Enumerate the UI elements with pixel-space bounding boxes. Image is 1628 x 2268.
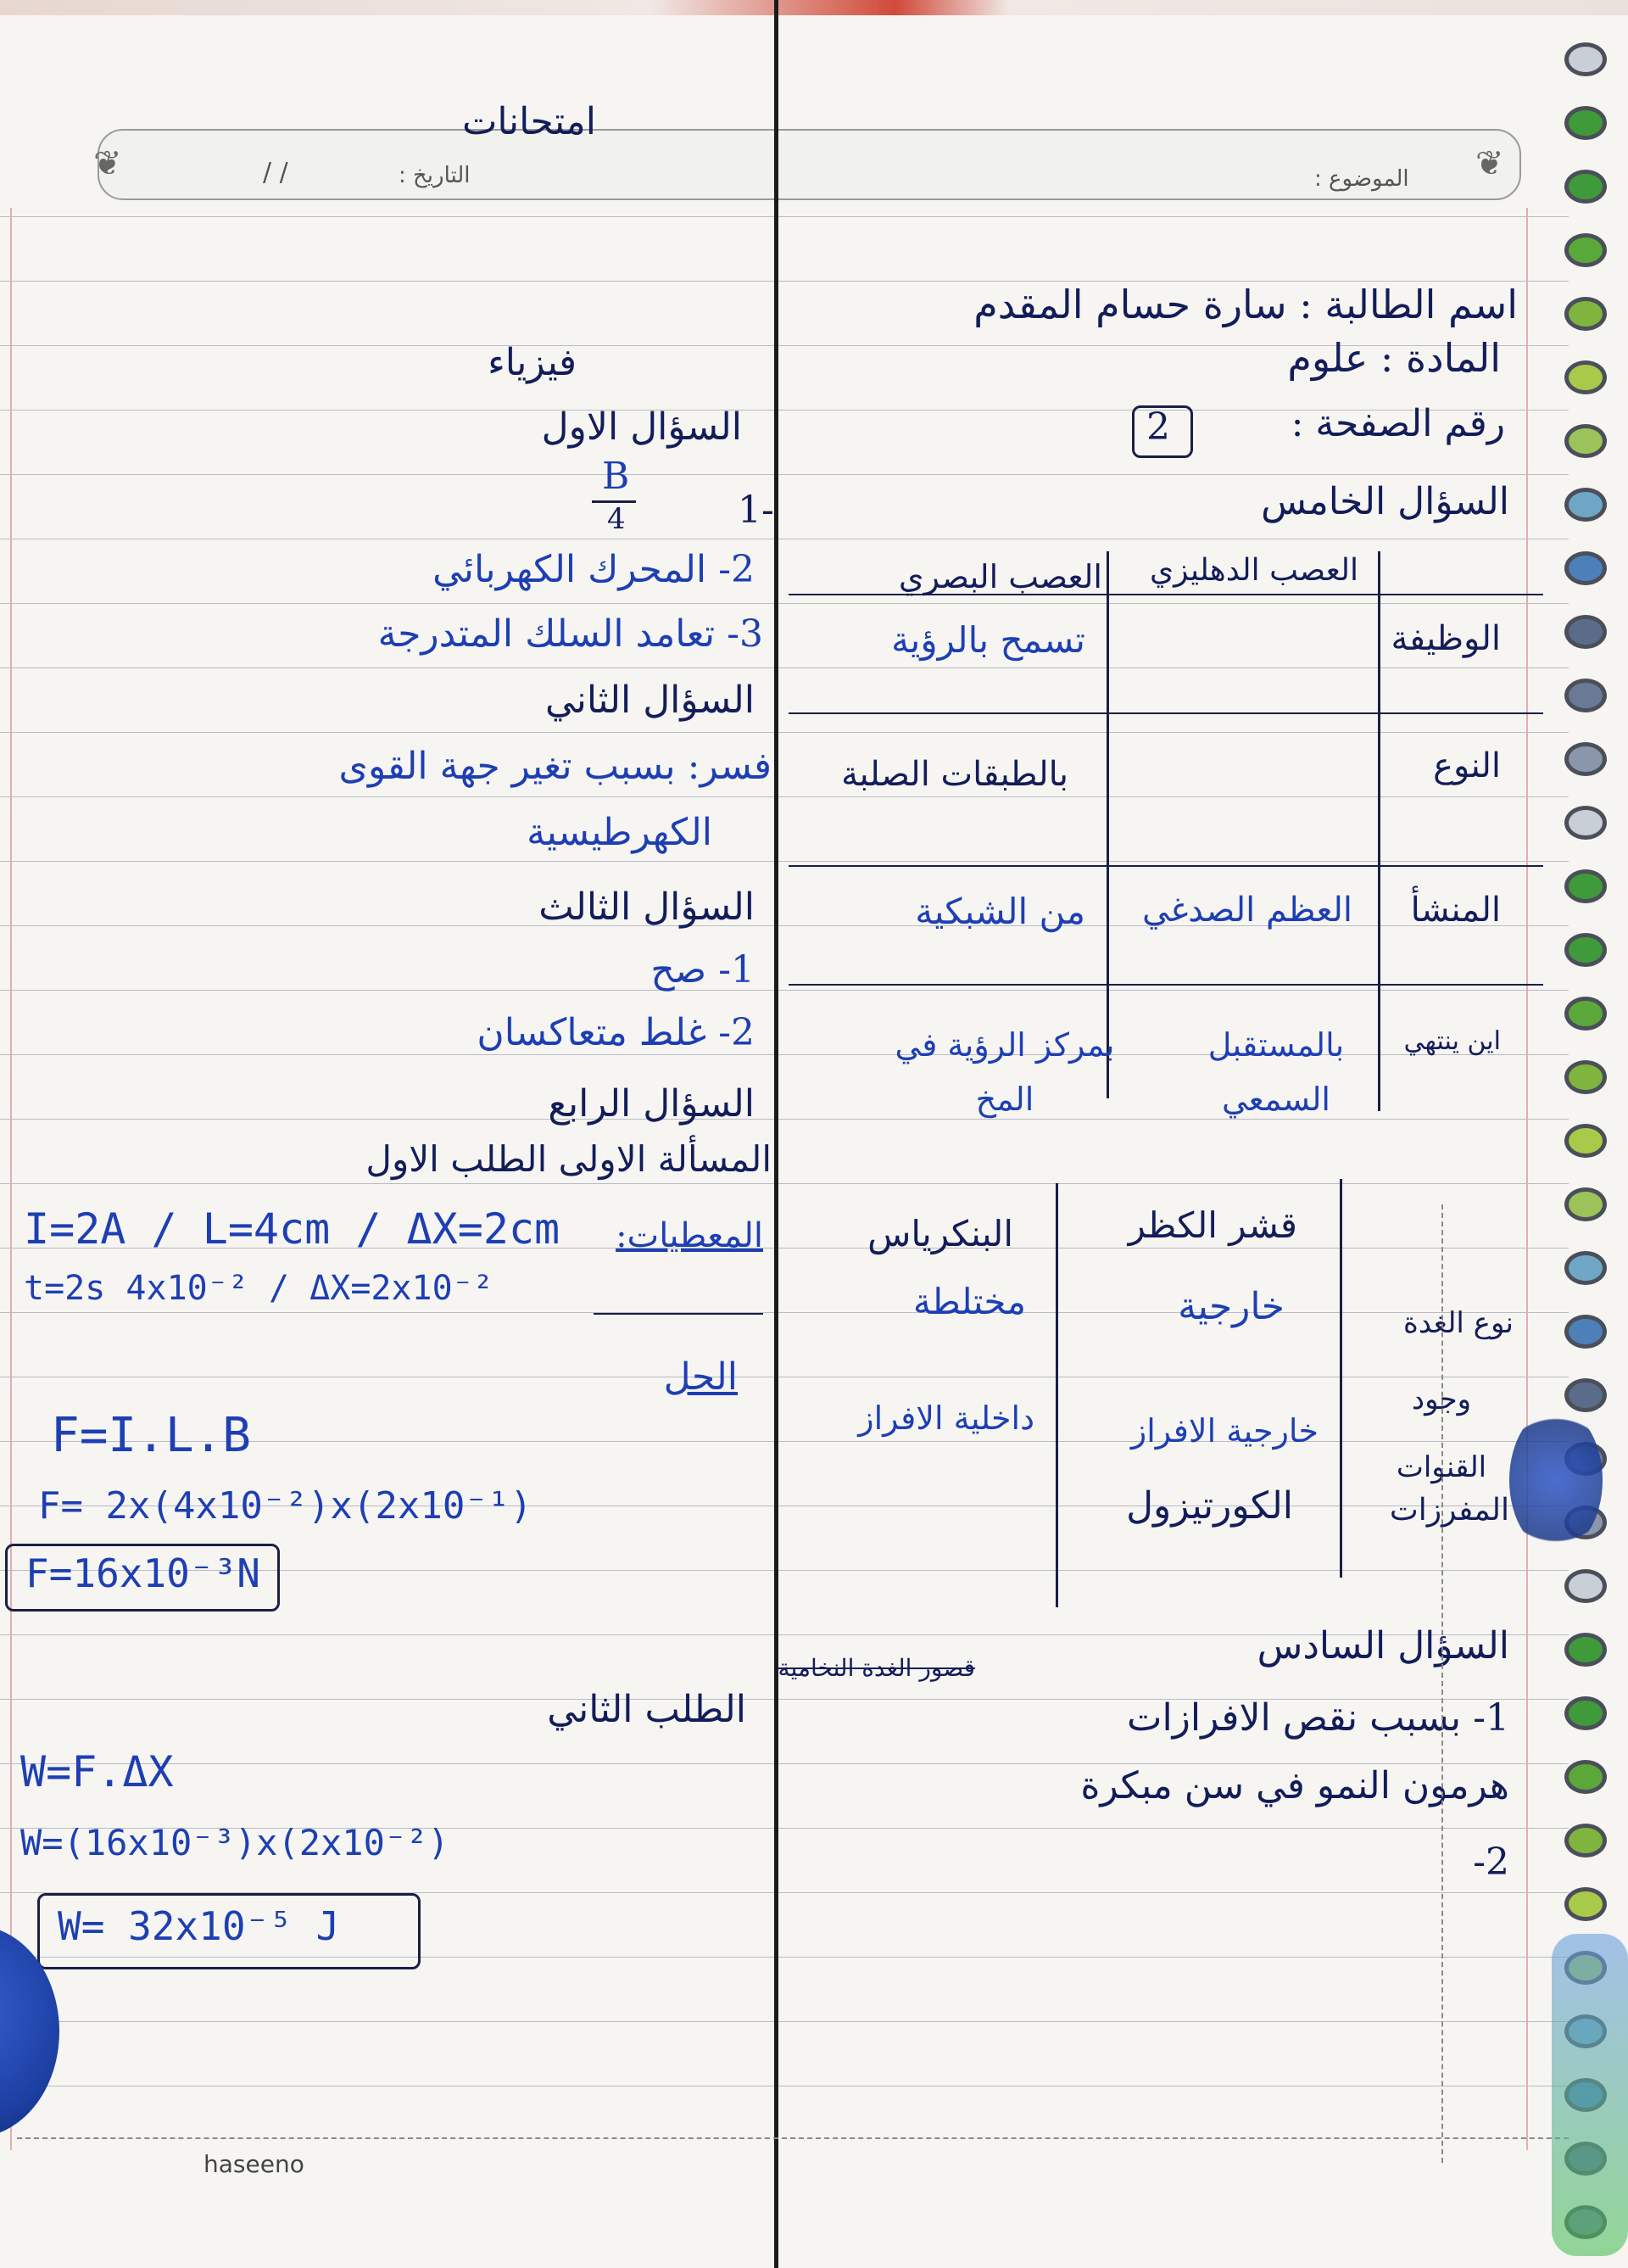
q6-strikethrough-text: قصور الغدة النخامية bbox=[778, 1654, 975, 1682]
q6-answer-2: 2- bbox=[1473, 1841, 1509, 1884]
q6-answer-1b: هرمون النمو في سن مبكرة bbox=[1080, 1764, 1509, 1807]
dashed-divider-horizontal bbox=[17, 2137, 1569, 2139]
table1-row-label: اين ينتهي bbox=[1403, 1026, 1501, 1056]
table1-rule bbox=[789, 865, 1543, 867]
binding-ring bbox=[1564, 170, 1607, 204]
table1-cell: من الشبكية bbox=[915, 891, 1085, 932]
ruled-line bbox=[0, 796, 1569, 797]
q3-title: السؤال الثالث bbox=[538, 885, 755, 929]
binding-ring bbox=[1564, 806, 1607, 840]
q1-item1-number: 1- bbox=[738, 489, 774, 532]
binding-ring bbox=[1564, 1187, 1607, 1221]
equation-work: W=F.ΔX bbox=[20, 1747, 174, 1796]
binding-ring bbox=[1564, 1251, 1607, 1285]
table1-cell: بالطبقات الصلبة bbox=[841, 755, 1068, 794]
equation-work-result: W= 32x10⁻⁵ J bbox=[58, 1903, 340, 1949]
q4-title: السؤال الرابع bbox=[548, 1082, 755, 1126]
solution-label: الحل bbox=[663, 1355, 738, 1399]
table2-cell: الكورتيزول bbox=[1126, 1484, 1293, 1528]
table1-rule bbox=[789, 712, 1543, 714]
ruled-line bbox=[0, 216, 1569, 217]
table1-cell: بمركز الرؤية في المخ bbox=[895, 1026, 1115, 1118]
page-top-edge bbox=[0, 0, 1628, 15]
table2-divider bbox=[1340, 1179, 1342, 1578]
binding-stain-green bbox=[1552, 1934, 1628, 2256]
binding-ring bbox=[1564, 42, 1607, 76]
table1-cell: تسمح بالرؤية bbox=[891, 619, 1085, 661]
table1-row-label: النوع bbox=[1433, 746, 1501, 785]
page-number-label: رقم الصفحة : bbox=[1291, 402, 1505, 445]
givens-line-2: t=2s 4x10⁻² / ΔX=2x10⁻² bbox=[24, 1269, 493, 1308]
table1-row-label: المنشأ bbox=[1410, 891, 1501, 930]
binding-ring bbox=[1564, 233, 1607, 267]
equation-force: F=I.L.B bbox=[51, 1408, 252, 1463]
table2-header: البنكرياس bbox=[867, 1213, 1013, 1254]
brand-logo: haseeno bbox=[204, 2150, 304, 2178]
q3-item2: 2- غلط متعاكسان bbox=[477, 1011, 755, 1054]
center-spine bbox=[774, 0, 778, 2268]
binding-ring bbox=[1564, 424, 1607, 458]
q1-item2: 2- المحرك الكهربائي bbox=[432, 548, 755, 591]
table2-header: قشر الكظر bbox=[1128, 1204, 1297, 1246]
binding-stain bbox=[1509, 1408, 1603, 1552]
q4-part1-title: المسألة الاولى الطلب الاول bbox=[365, 1138, 772, 1180]
ornament-left-icon: ❦ bbox=[93, 144, 122, 183]
q1-item3: 3- تعامد السلك المتدرجة bbox=[377, 612, 763, 656]
ruled-line bbox=[0, 732, 1569, 733]
binding-ring bbox=[1564, 933, 1607, 967]
q1-item1-fraction-top: B bbox=[602, 455, 630, 498]
q3-item1: 1- صح bbox=[650, 948, 755, 992]
binding-ring bbox=[1564, 1569, 1607, 1603]
header-band bbox=[98, 129, 1521, 200]
q1-item1-fraction-bottom: 4 bbox=[607, 502, 626, 536]
table1-header: العصب البصري bbox=[898, 558, 1102, 595]
equation-force-substituted: F= 2x(4x10⁻²)x(2x10⁻¹) bbox=[38, 1484, 532, 1528]
binding-ring bbox=[1564, 679, 1607, 712]
binding-ring bbox=[1564, 1887, 1607, 1921]
binding-ring bbox=[1564, 1633, 1607, 1667]
ruled-line bbox=[0, 990, 1569, 991]
dashed-divider-vertical bbox=[1441, 1204, 1443, 2163]
q2-title: السؤال الثاني bbox=[544, 679, 755, 722]
table2-row-label: المفرزات bbox=[1389, 1493, 1509, 1528]
q6-answer-1: 1- بسبب نقص الافرازات bbox=[1127, 1696, 1509, 1740]
q5-title: السؤال الخامس bbox=[1261, 480, 1509, 523]
table1-row-label: الوظيفة bbox=[1391, 619, 1501, 658]
binding-ring bbox=[1564, 1696, 1607, 1730]
binding-ring bbox=[1564, 360, 1607, 394]
table2-row-label: نوع الغدة bbox=[1403, 1306, 1514, 1340]
binding-ring bbox=[1564, 869, 1607, 903]
table1-rule bbox=[789, 984, 1543, 986]
date-slashes: / / bbox=[263, 158, 288, 187]
givens-underline bbox=[594, 1313, 763, 1315]
physics-title: فيزياء bbox=[488, 341, 577, 384]
table1-header: العصب الدهليزي bbox=[1149, 553, 1358, 588]
binding-ring bbox=[1564, 1824, 1607, 1857]
table1-cell: العظم الصدغي bbox=[1142, 891, 1352, 930]
date-label: التاريخ : bbox=[399, 163, 471, 188]
margin-line-left bbox=[10, 208, 12, 2150]
ruled-line bbox=[0, 603, 1569, 604]
margin-line-right bbox=[1526, 208, 1528, 2150]
binding-ring bbox=[1564, 1315, 1607, 1349]
ruled-line bbox=[0, 2021, 1569, 2022]
ruled-line bbox=[0, 861, 1569, 862]
table2-cell: خارجية الافراز bbox=[1130, 1412, 1319, 1450]
equation-force-result: F=16x10⁻³N bbox=[25, 1550, 260, 1596]
table1-divider bbox=[1107, 551, 1109, 1098]
binding-ring bbox=[1564, 488, 1607, 522]
q6-title: السؤال السادس bbox=[1257, 1624, 1509, 1667]
givens-label: المعطيات: bbox=[616, 1216, 763, 1255]
ruled-line bbox=[0, 1183, 1569, 1184]
table2-cell: خارجية bbox=[1178, 1285, 1285, 1328]
ruled-line bbox=[0, 1312, 1569, 1313]
q4-part2-title: الطلب الثاني bbox=[547, 1688, 746, 1731]
binding-ring bbox=[1564, 1124, 1607, 1158]
table2-row-label: وجود القنوات bbox=[1396, 1383, 1487, 1484]
q2-answer-line2: الكهرطيسية bbox=[527, 811, 712, 854]
top-note: امتحانات bbox=[462, 100, 596, 143]
table2-divider bbox=[1056, 1183, 1058, 1607]
binding-ring bbox=[1564, 1760, 1607, 1794]
binding-ring bbox=[1564, 615, 1607, 649]
binding-ring bbox=[1564, 297, 1607, 331]
table1-cell: بالمستقبل السمعي bbox=[1207, 1026, 1345, 1118]
givens-line-1: I=2A / L=4cm / ΔX=2cm bbox=[24, 1204, 560, 1254]
ruled-line bbox=[0, 474, 1569, 475]
table2-cell: مختلطة bbox=[912, 1281, 1026, 1322]
binding-ring bbox=[1564, 1378, 1607, 1412]
student-name-line: اسم الطالبة : سارة حسام المقدم bbox=[973, 282, 1518, 327]
equation-work-substituted: W=(16x10⁻³)x(2x10⁻²) bbox=[20, 1822, 449, 1863]
binding-ring bbox=[1564, 551, 1607, 585]
page-number: 2 bbox=[1146, 405, 1170, 449]
binding-ring bbox=[1564, 742, 1607, 776]
student-subject-line: المادة : علوم bbox=[1287, 335, 1501, 381]
binding-ring bbox=[1564, 106, 1607, 140]
ornament-right-icon: ❦ bbox=[1475, 144, 1504, 183]
q1-title: السؤال الاول bbox=[541, 405, 742, 449]
subject-label: الموضوع : bbox=[1314, 166, 1409, 192]
table2-cell: داخلية الافراز bbox=[858, 1399, 1034, 1437]
binding-ring bbox=[1564, 1060, 1607, 1094]
q2-answer-line1: فسر: بسبب تغير جهة القوى bbox=[338, 745, 772, 788]
binding-ring bbox=[1564, 997, 1607, 1031]
